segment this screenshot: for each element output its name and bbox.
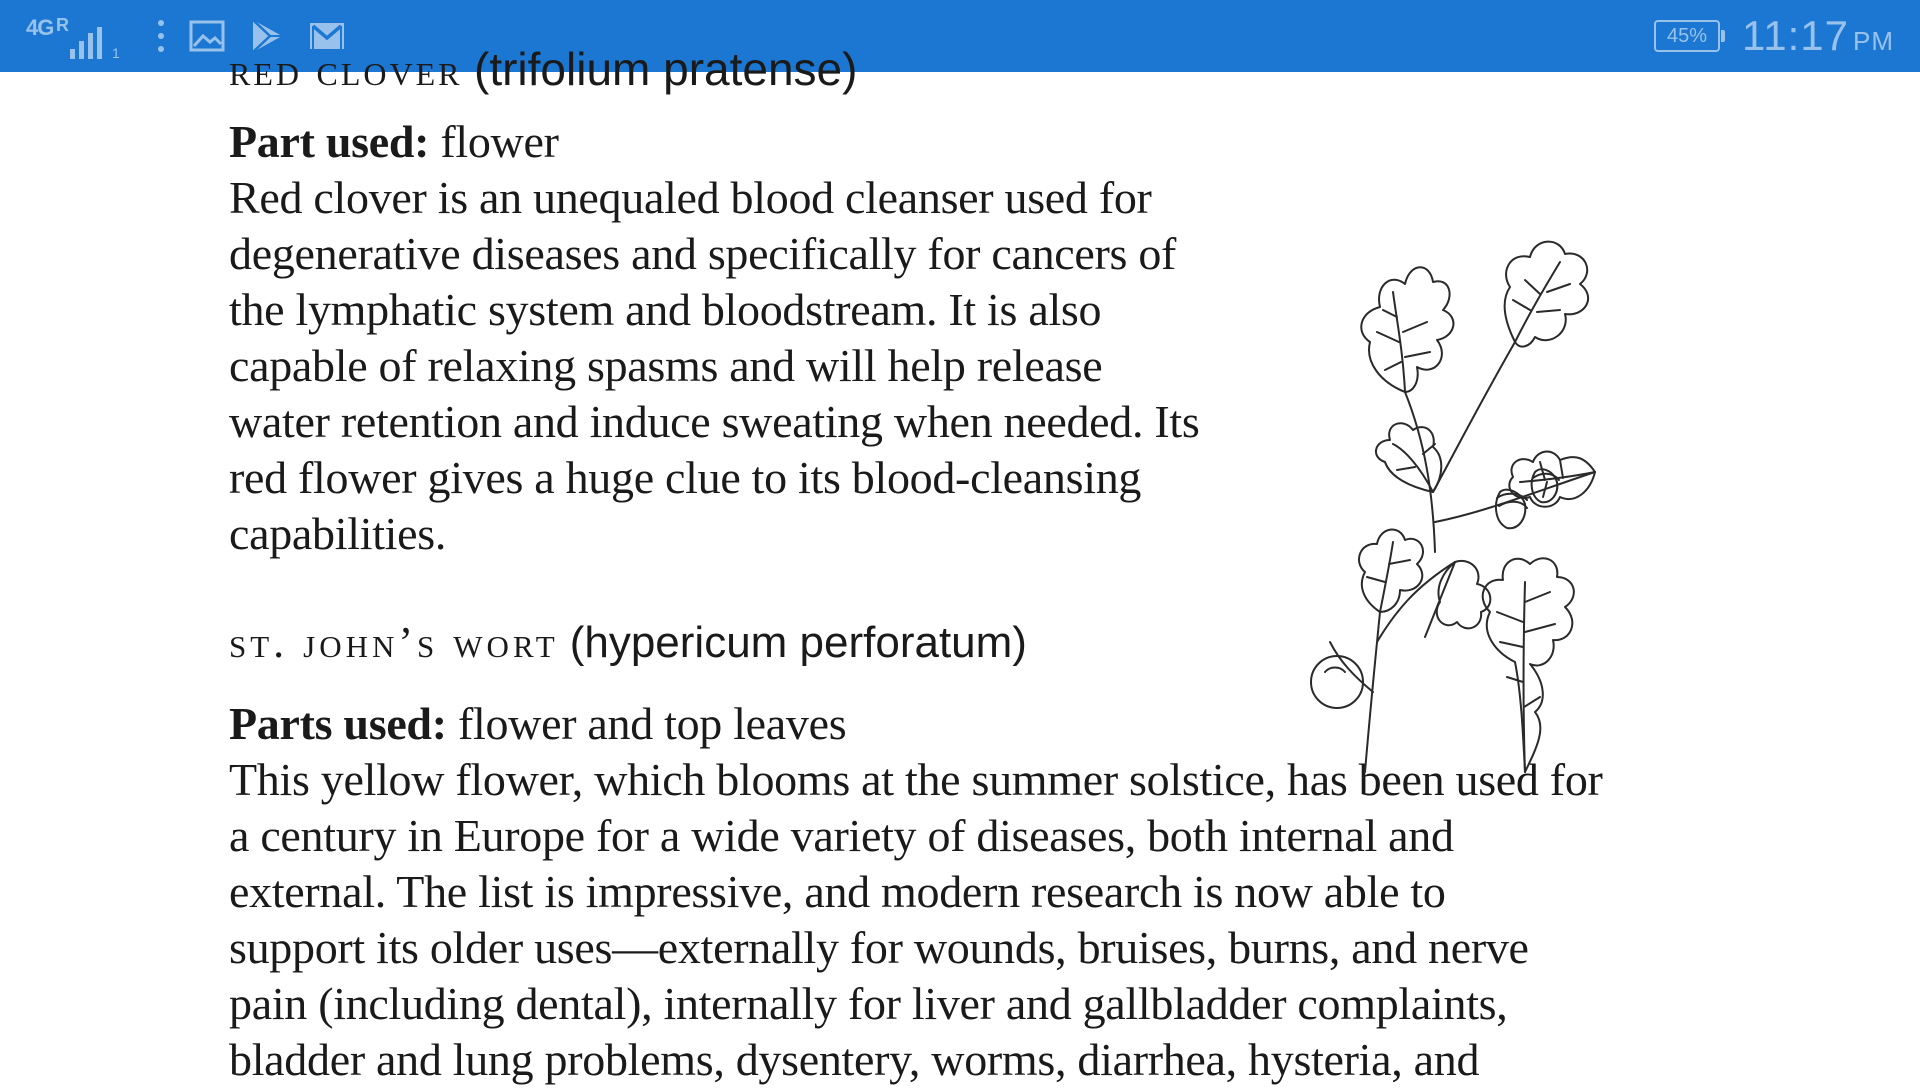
red-clover-part-used: [229, 114, 559, 170]
clock-ampm: PM: [1853, 26, 1894, 56]
oak-leaf-illustration: [1285, 192, 1635, 792]
text-line: capable of relaxing spasms and will help release: [229, 340, 1103, 391]
st-johns-wort-heading-latin: (hypericum perforatum): [569, 618, 1027, 667]
st-johns-wort-heading: [229, 617, 1027, 668]
text-line: the lymphatic system and bloodstream. It is also: [229, 284, 1102, 335]
red-clover-heading-common: red clover: [229, 44, 463, 95]
text-line: red flower gives a huge clue to its blood-cleansing: [229, 452, 1142, 503]
clock-time: 11:17: [1742, 12, 1849, 59]
text-line: bladder and lung problems, dysentery, worms, diarrhea, hysteria, and: [229, 1034, 1480, 1085]
clock: [1742, 12, 1894, 60]
gallery-icon: [188, 17, 226, 55]
network-type: 4G: [26, 15, 54, 40]
text-line: external. The list is impressive, and modern research is now able to: [229, 866, 1446, 917]
more-vert-icon: [156, 16, 166, 56]
battery-percent: 45%: [1666, 25, 1708, 47]
signal-icon: [26, 11, 120, 61]
red-clover-heading-latin: (trifolium pratense): [474, 43, 858, 95]
st-johns-wort-part-used: [229, 696, 846, 752]
parts-used-value: flower and top leaves: [457, 698, 847, 749]
parts-used-label: Parts used:: [229, 698, 447, 749]
text-line: capabilities.: [229, 508, 447, 559]
status-bar-right: [1654, 0, 1894, 72]
text-line: support its older uses—externally for wounds, bruises, burns, and nerve: [229, 922, 1529, 973]
part-used-label: Part used:: [229, 116, 430, 167]
text-line: This yellow flower, which blooms at the summer solstice, has been used for: [229, 754, 1603, 805]
text-line: pain (including dental), internally for liver and gallbladder complaints,: [229, 978, 1508, 1029]
text-line: water retention and induce sweating when needed. Its: [229, 396, 1200, 447]
document-page[interactable]: [0, 43, 1920, 1085]
red-clover-heading: [229, 42, 857, 96]
sim-slot: 1: [112, 45, 120, 61]
part-used-value: flower: [440, 116, 559, 167]
signal-bars: [70, 27, 102, 59]
network-roaming: R: [56, 15, 68, 35]
text-line: degenerative diseases and specifically for cancers of: [229, 228, 1177, 279]
st-johns-wort-heading-common: st. john’s wort: [229, 618, 559, 667]
text-line: a century in Europe for a wide variety of diseases, both internal and: [229, 810, 1454, 861]
battery-icon: [1654, 20, 1720, 52]
text-line: Red clover is an unequaled blood cleanser used for: [229, 172, 1152, 223]
